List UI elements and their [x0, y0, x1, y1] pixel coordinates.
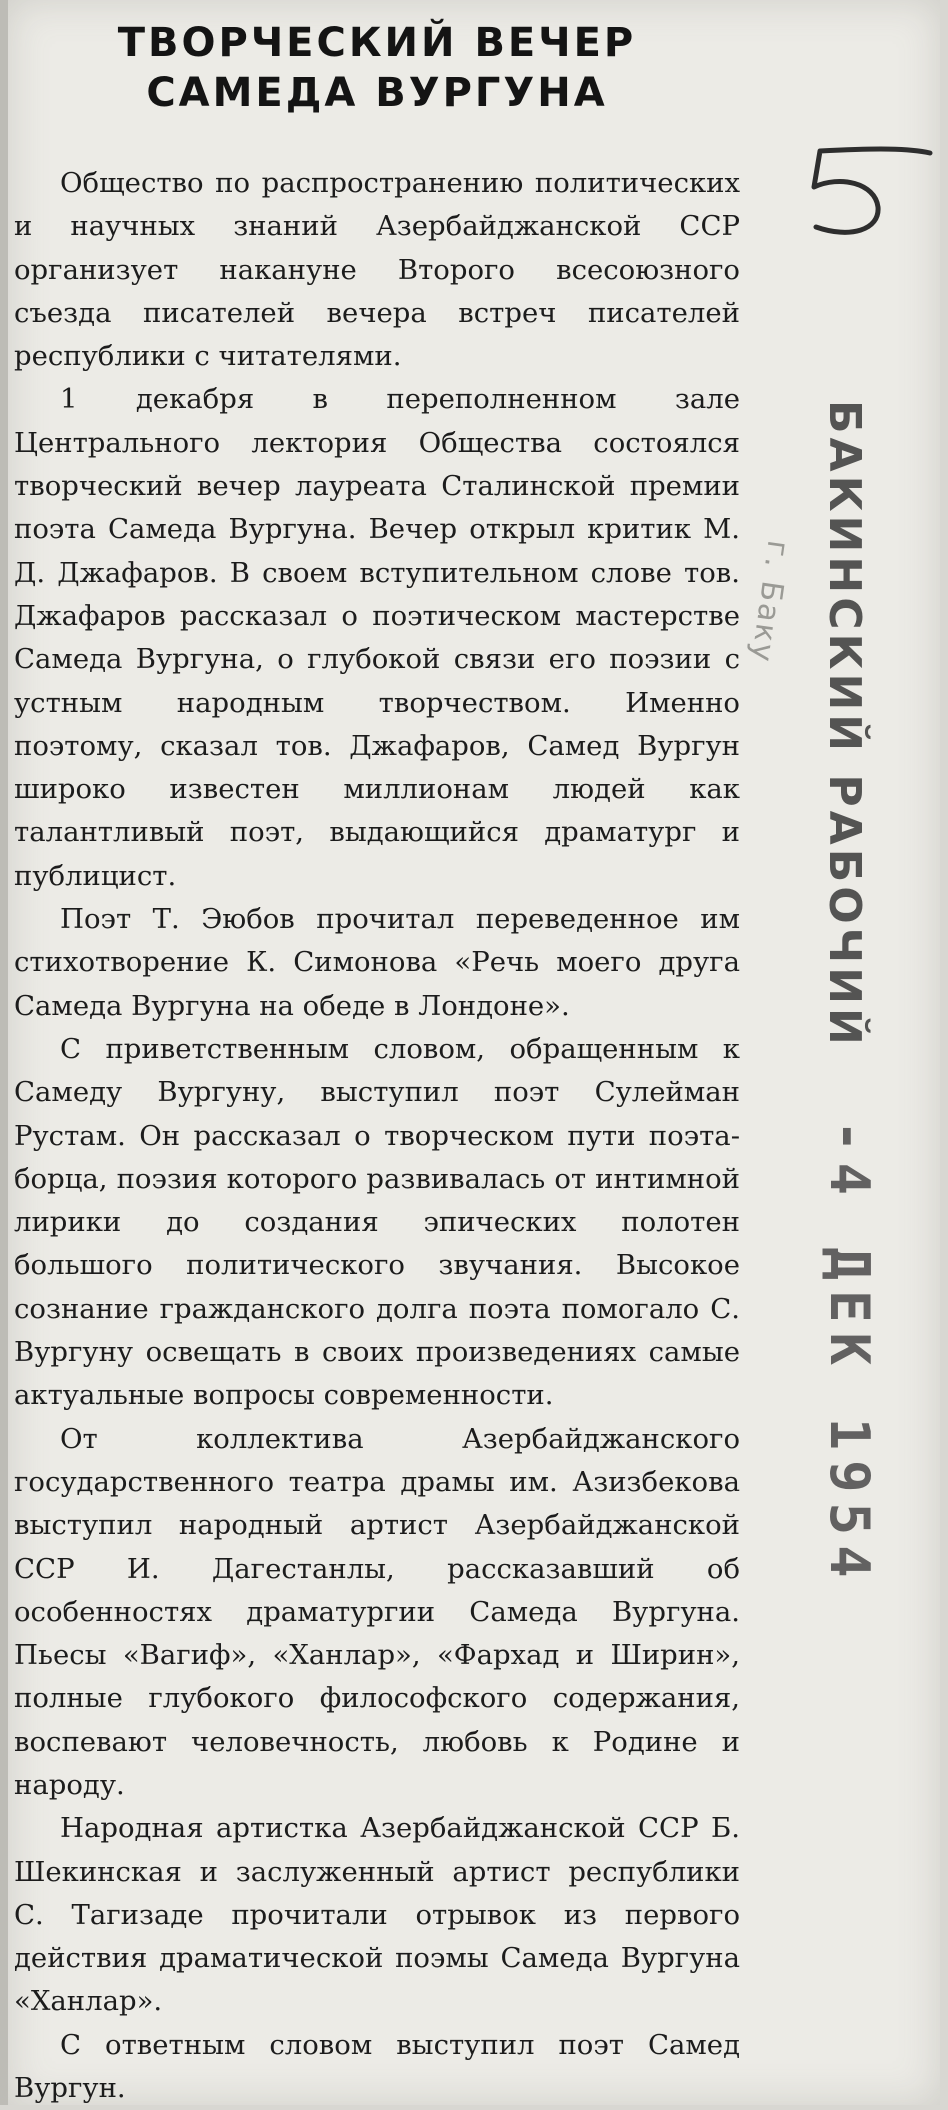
city-stamp: г. Баку [743, 538, 796, 666]
article [14, 18, 740, 2110]
date-stamp: -4 ДЕК 1954 [818, 1120, 881, 1588]
article-paragraph: С приветственным словом, обращенным к Самеду Вургуну, выступил поэт Сулейман Рустам. Он рассказал о творческом пути поэта-борца, поэзия которого развивалась от интимной лирики до создания эпических полотен большого политического звучания. Высокое сознание гражданского долга поэта помогало С. Вургуну освещать в своих произведениях самые актуальные вопросы современности. [14, 1032, 740, 1412]
article-paragraph: С ответным словом выступил поэт Самед Вургун. [14, 2028, 740, 2105]
newspaper-name-stamp: БАКИНСКИЙ РАБОЧИЙ [819, 400, 870, 1049]
headline-line-1: ТВОРЧЕСКИЙ ВЕЧЕР [117, 20, 637, 66]
article-paragraph: Народная артистка Азербайджанской ССР Б. Шекинская и заслуженный артист республики С. Тагизаде прочитали отрывок из первого действия драматической поэмы Самеда Вургуна «Ханлар». [14, 1812, 740, 2018]
article-paragraph: От коллектива Азербайджанского государственного театра драмы им. Азизбекова выступил народный артист Азербайджанской ССР И. Дагестанлы, рассказавший об особенностях драматургии Самеда Вургуна. Пьесы «Вагиф», «Ханлар», «Фархад и Ширин», полные глубокого философского содержания, воспевают человечность, любовь к Родине и народу. [14, 1422, 740, 1801]
handwritten-page-number [800, 135, 940, 245]
article-paragraph: Поэт Т. Эюбов прочитал переведенное им стихотворение К. Симонова «Речь моего друга Самеда Вургуна на обеде в Лондоне». [14, 903, 740, 1022]
headline-line-2: САМЕДА ВУРГУНА [146, 70, 608, 116]
article-paragraph: Общество по распространению политических и научных знаний Азербайджанской ССР организует накануне Второго всесоюзного съезда писателей вечера встреч писателей республики с читателями. [14, 167, 740, 373]
article-paragraph: 1 декабря в переполненном зале Центрального лектория Общества состоялся творческий вечер лауреата Сталинской премии поэта Самеда Вургуна. Вечер открыл критик М. Д. Джафаров. В своем вступительном слове тов. Джафаров рассказал о поэтическом мастерстве Самеда Вургуна, о глубокой связи его поэзии с устным народным творчеством. Именно поэтому, сказал тов. Джафаров, Самед Вургун широко известен миллионам людей как талантливый поэт, выдающийся драматург и публицист. [14, 383, 740, 892]
article-headline [14, 18, 740, 118]
